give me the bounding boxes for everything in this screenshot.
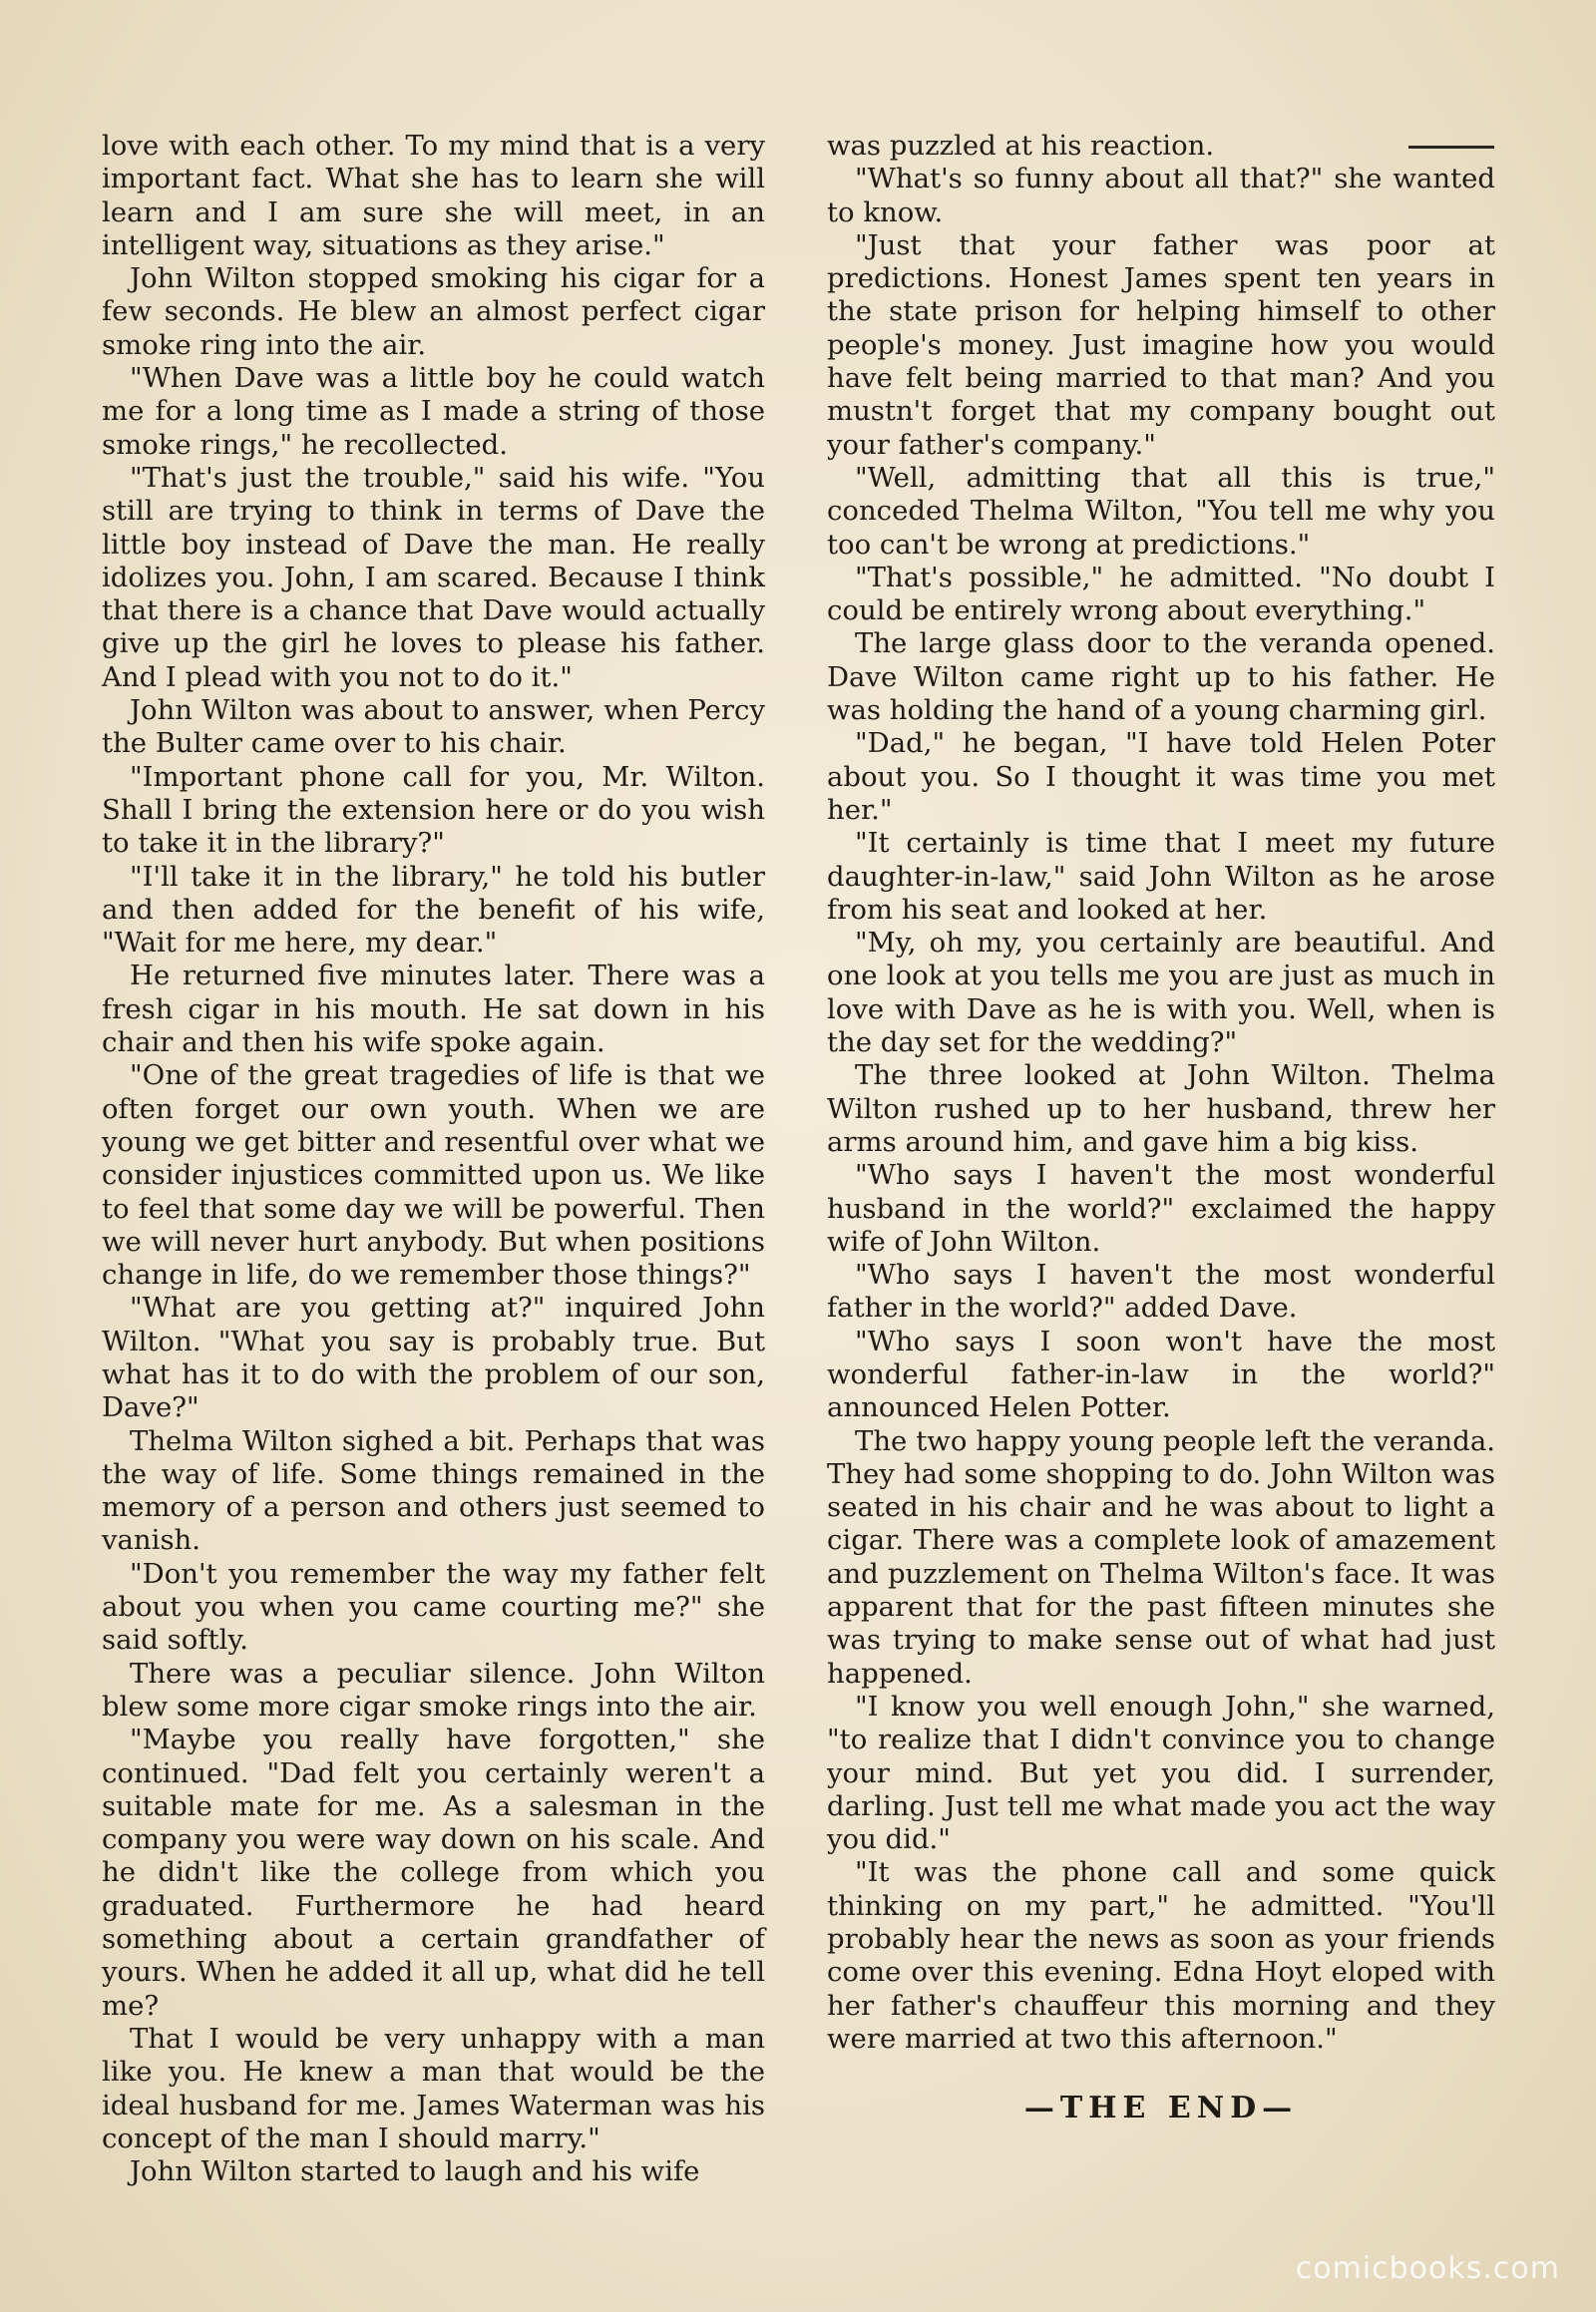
paragraph: John Wilton stopped smoking his cigar for a few seconds. He blew an almost perfect cigar smoke ring into the air. <box>102 262 765 361</box>
paragraph: "That's just the trouble," said his wife. "You still are trying to think in terms of Dave the little boy instead of Dave the man. He really idolizes you. John, I am scared. Because I think that there is a chance that Dave would actually give up the girl he loves to please his father. And I plead with you not to do it." <box>102 461 765 693</box>
paragraph: "Just that your father was poor at predictions. Honest James spent ten years in the state prison for helping himself to other people's money. Just imagine how you would have felt being married to that man? And you mustn't forget that my company bought out your father's company." <box>827 228 1495 461</box>
paragraph: The two happy young people left the veranda. They had some shopping to do. John Wilton was seated in his chair and he was about to light a cigar. There was a complete look of amazement and puzzlement on Thelma Wilton's face. It was apparent that for the past fifteen minutes she was trying to make sense out of what had just happened. <box>827 1424 1495 1690</box>
paragraph: "My, oh my, you certainly are beautiful. And one look at you tells me you are just as much in love with Dave as he is with you. Well, when is the day set for the wedding?" <box>827 927 1495 1059</box>
paragraph: "It was the phone call and some quick thinking on my part," he admitted. "You'll probably hear the news as soon as your friends come over this evening. Edna Hoyt eloped with her father's chauffeur this morning and they were married at two this afternoon." <box>827 1856 1495 2055</box>
site-watermark: comicbooks.com <box>1295 2251 1560 2286</box>
left-text-column <box>102 130 765 2188</box>
paragraph: "Who says I soon won't have the most wonderful father-in-law in the world?" announced Helen Potter. <box>827 1325 1495 1424</box>
paragraph: "It certainly is time that I meet my future daughter-in-law," said John Wilton as he arose from his seat and looked at her. <box>827 827 1495 926</box>
paragraph: was puzzled at his reaction. <box>827 130 1215 162</box>
paragraph: He returned five minutes later. There was a fresh cigar in his mouth. He sat down in his chair and then his wife spoke again. <box>102 960 765 1059</box>
paragraph: There was a peculiar silence. John Wilton blew some more cigar smoke rings into the air. <box>102 1657 765 1723</box>
the-end-marker: —THE END— <box>1023 2091 1299 2126</box>
paragraph: "That's possible," he admitted. "No doubt I could be entirely wrong about everything." <box>827 561 1495 627</box>
paragraph: "Maybe you really have forgotten," she continued. "Dad felt you certainly weren't a suitable mate for me. As a salesman in the company you were way down on his scale. And he didn't like the college from which you graduated. Furthermore he had heard something about a certain grandfather of yours. When he added it all up, what did he tell me? <box>102 1724 765 2022</box>
right-text-column <box>827 130 1495 2125</box>
paragraph: John Wilton was about to answer, when Percy the Bulter came over to his chair. <box>102 694 765 760</box>
paragraph: love with each other. To my mind that is a very important fact. What she has to learn she will learn and I am sure she will meet, in an intelligent way, situations as they arise." <box>102 130 765 261</box>
paragraph: "One of the great tragedies of life is that we often forget our own youth. When we are young we get bitter and resentful over what we consider injustices committed upon us. We like to feel that some day we will be powerful. Then we will never hurt anybody. But when positions change in life, do we remember those things?" <box>102 1059 765 1292</box>
paragraph: "What's so funny about all that?" she wanted to know. <box>827 163 1495 228</box>
paragraph: "I know you well enough John," she warned, "to realize that I didn't convince you to change your mind. But yet you did. I surrender, darling. Just tell me what made you act the way you did." <box>827 1690 1495 1856</box>
paragraph: "I'll take it in the library," he told his butler and then added for the benefit of his wife, "Wait for me here, my dear." <box>102 860 765 960</box>
paragraph: That I would be very unhappy with a man like you. He knew a man that would be the ideal husband for me. James Waterman was his concept of the man I should marry." <box>102 2022 765 2154</box>
paragraph: "What are you getting at?" inquired John Wilton. "What you say is probably true. But what has it to do with the problem of our son, Dave?" <box>102 1292 765 1424</box>
paragraph: "Well, admitting that all this is true," conceded Thelma Wilton, "You tell me why you too can't be wrong at predictions." <box>827 461 1495 561</box>
paragraph: "When Dave was a little boy he could watch me for a long time as I made a string of those smoke rings," he recollected. <box>102 362 765 461</box>
paragraph: "Don't you remember the way my father felt about you when you came courting me?" she said softly. <box>102 1557 765 1657</box>
paragraph: "Important phone call for you, Mr. Wilton. Shall I bring the extension here or do you wish to take it in the library?" <box>102 760 765 860</box>
paragraph: The large glass door to the veranda opened. Dave Wilton came right up to his father. He was holding the hand of a young charming girl. <box>827 627 1495 727</box>
paragraph: The three looked at John Wilton. Thelma Wilton rushed up to her husband, threw her arms around him, and gave him a big kiss. <box>827 1059 1495 1158</box>
paragraph: "Dad," he began, "I have told Helen Poter about you. So I thought it was time you met her." <box>827 727 1495 826</box>
paragraph: Thelma Wilton sighed a bit. Perhaps that was the way of life. Some things remained in the memory of a person and others just seemed to vanish. <box>102 1424 765 1557</box>
paragraph: John Wilton started to laugh and his wife <box>130 2155 700 2188</box>
paragraph: "Who says I haven't the most wonderful husband in the world?" exclaimed the happy wife of John Wilton. <box>827 1159 1495 1258</box>
paragraph: "Who says I haven't the most wonderful father in the world?" added Dave. <box>827 1259 1495 1325</box>
